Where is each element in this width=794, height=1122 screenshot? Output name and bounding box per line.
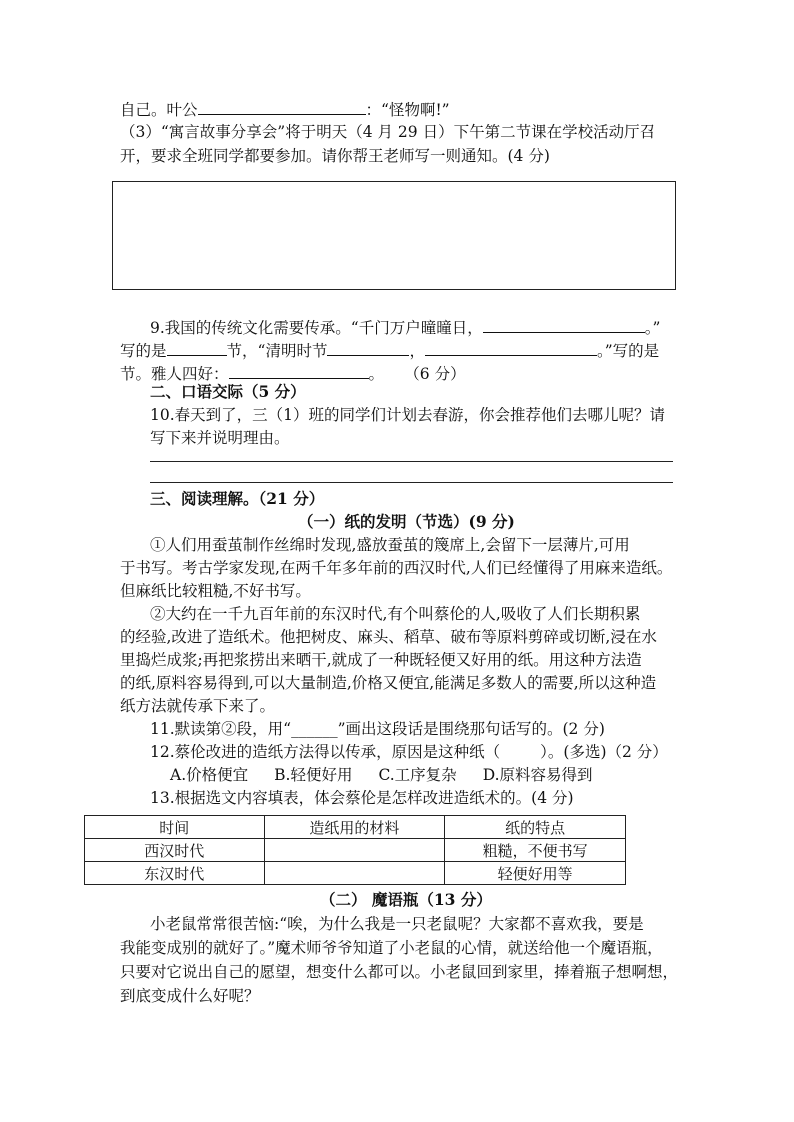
q10-answer-line-1[interactable] (150, 461, 673, 462)
passage2-line3: 只要对它说出自己的愿望，想变什么都可以。小老鼠回到家里，捧着瓶子想啊想， (120, 963, 679, 981)
q12-stem: 12.蔡伦改进的造纸方法得以传承，原因是这种纸（ (150, 743, 501, 761)
q9-line3-b: 。 (368, 365, 385, 383)
q9-line1-end: 。” (644, 319, 661, 337)
section3-heading: 三、阅读理解。（21 分） (150, 489, 325, 508)
table-cell-answer[interactable] (264, 839, 445, 862)
q9-line2-d: 。”写的是 (596, 342, 660, 360)
table-cell: 西汉时代 (85, 839, 265, 862)
q12-option-c[interactable]: C.工序复杂 (378, 766, 457, 784)
q10-answer-line-2[interactable] (150, 482, 673, 483)
table-cell: 轻便好用等 (445, 862, 626, 885)
q11: 11.默读第②段，用“______”画出这段话是围绕那句话写的。(2 分) (150, 720, 605, 738)
q8-line-a-end: ：“怪物啊!” (365, 101, 450, 119)
q8-line-a-start: 自己。叶公 (120, 101, 198, 119)
q8-item3-line1: （3）“寓言故事分享会”将于明天（4 月 29 日）下午第二节课在学校活动厅召 (120, 123, 656, 141)
q9-line1-start: 9.我国的传统文化需要传承。“千门万户曈曈日， (150, 319, 483, 337)
passage1-para1-line1: ①人们用蚕茧制作丝绵时发现,盛放蚕茧的篾席上,会留下一层薄片,可用 (150, 536, 630, 554)
passage1-para2-line3: 里捣烂成浆;再把浆捞出来晒干,就成了一种既轻便又好用的纸。用这种方法造 (120, 651, 642, 669)
q12-option-a[interactable]: A.价格便宜 (170, 766, 249, 784)
table-header-row (85, 816, 626, 839)
q9-line2 (120, 339, 659, 362)
q10-line1: 10.春天到了，三（1）班的同学们计划去春游，你会推荐他们去哪儿呢？请 (150, 406, 666, 424)
q9-line2-a: 写的是 (120, 342, 167, 360)
passage1-para2-line5: 纸方法就传承下来了。 (120, 697, 276, 715)
table-header-cell: 时间 (85, 816, 265, 839)
table-row (85, 862, 626, 885)
passage1-para1-line2: 于书写。考古学家发现,在两千年多年前的西汉时代,人们已经懂得了用麻来造纸。 (120, 559, 673, 577)
section2-heading: 二、口语交际（5 分） (150, 382, 306, 401)
q8-answer-blank[interactable] (198, 98, 366, 115)
passage2-line4: 到底变成什么好呢？ (120, 987, 260, 1005)
q9-line1 (150, 316, 660, 339)
q9-blank-2[interactable] (167, 339, 227, 356)
passage2-line2: 我能变成别的就好了。”魔术师爷爷知道了小老鼠的心情，就送给他一个魔语瓶， (120, 939, 663, 957)
q12-option-b[interactable]: B.轻便好用 (274, 766, 353, 784)
q9-blank-5[interactable] (229, 362, 369, 379)
passage1-para2-line4: 的纸,原料容易得到,可以大量制造,价格又便宜,能满足多数人的需要,所以这种造 (120, 674, 657, 692)
passage1-para2-line1: ②大约在一千九百年前的东汉时代,有个叫蔡伦的人,吸收了人们长期积累 (150, 605, 641, 623)
q9-line2-b: 节，“清明时节 (226, 342, 328, 360)
q13-table (84, 815, 626, 885)
q10-line2: 写下来并说明理由。 (150, 429, 290, 447)
table-header-cell: 造纸用的材料 (264, 816, 445, 839)
q9-line3-c: （6 分） (412, 365, 466, 383)
passage2-line1: 小老鼠常常很苦恼:“唉，为什么我是一只老鼠呢？大家都不喜欢我，要是 (150, 915, 644, 933)
q8-item3-line2: 开，要求全班同学都要参加。请你帮王老师写一则通知。(4 分) (120, 147, 550, 165)
q9-blank-4[interactable] (425, 339, 597, 356)
table-header-cell: 纸的特点 (445, 816, 626, 839)
q9-line3-a: 节。雅人四好： (120, 365, 229, 383)
table-cell: 粗糙，不便书写 (445, 839, 626, 862)
q8-line-a (120, 98, 450, 121)
q9-line2-c: ， (409, 342, 425, 360)
q9-blank-1[interactable] (483, 316, 645, 333)
q9-blank-3[interactable] (327, 339, 409, 356)
passage1-para1-line3: 但麻纸比较粗糙,不好书写。 (120, 582, 311, 600)
table-cell: 东汉时代 (85, 862, 265, 885)
q12-stem-end: ）。(多选)（2 分） (540, 743, 668, 761)
passage2-title: （二） 魔语瓶（13 分） (320, 890, 492, 909)
notice-writing-box[interactable] (112, 181, 676, 290)
q12-option-d[interactable]: D.原料容易得到 (482, 766, 593, 784)
table-row (85, 839, 626, 862)
q13: 13.根据选文内容填表，体会蔡伦是怎样改进造纸术的。(4 分) (150, 789, 574, 807)
table-cell-answer[interactable] (264, 862, 445, 885)
q12-options (170, 764, 593, 786)
passage1-para2-line2: 的经验,改进了造纸术。他把树皮、麻头、稻草、破布等原料剪碎或切断,浸在水 (120, 628, 657, 646)
q12 (150, 741, 668, 763)
passage1-title: （一）纸的发明（节选）(9 分) (298, 512, 515, 531)
